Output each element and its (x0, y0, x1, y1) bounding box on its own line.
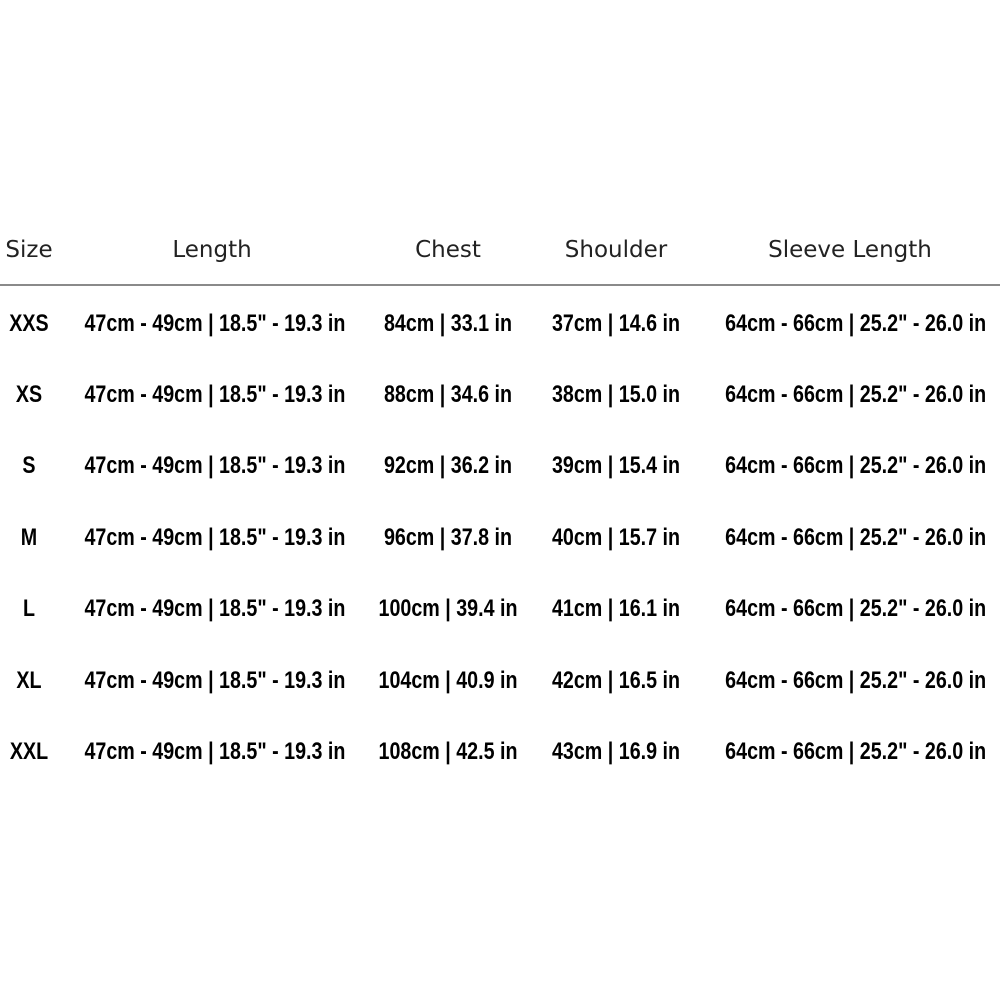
cell-sleeve-length: 64cm - 66cm | 25.2" - 26.0 in (725, 452, 987, 479)
cell-chest: 88cm | 34.6 in (383, 381, 513, 408)
cell-size: XXS (9, 310, 49, 337)
table-row (0, 730, 1000, 774)
header-divider (0, 284, 1000, 286)
cell-sleeve-length: 64cm - 66cm | 25.2" - 26.0 in (725, 310, 987, 337)
cell-size: XXL (9, 738, 49, 765)
table-row (0, 444, 1000, 488)
header-length: Length (172, 237, 252, 263)
table-row (0, 373, 1000, 417)
cell-length: 47cm - 49cm | 18.5" - 19.3 in (84, 738, 346, 765)
cell-length: 47cm - 49cm | 18.5" - 19.3 in (84, 667, 346, 694)
table-header-row (0, 232, 1000, 268)
table-row (0, 302, 1000, 346)
cell-shoulder: 43cm | 16.9 in (551, 738, 681, 765)
cell-chest: 96cm | 37.8 in (383, 524, 513, 551)
cell-chest: 108cm | 42.5 in (378, 738, 518, 765)
cell-size: XS (15, 381, 43, 408)
header-sleeve-length: Sleeve Length (768, 237, 932, 263)
cell-shoulder: 39cm | 15.4 in (551, 452, 681, 479)
cell-length: 47cm - 49cm | 18.5" - 19.3 in (84, 381, 346, 408)
table-row (0, 516, 1000, 560)
header-size: Size (5, 237, 53, 263)
header-shoulder: Shoulder (564, 237, 668, 263)
cell-chest: 104cm | 40.9 in (378, 667, 518, 694)
header-chest: Chest (415, 237, 481, 263)
cell-sleeve-length: 64cm - 66cm | 25.2" - 26.0 in (725, 595, 987, 622)
cell-size: XL (16, 667, 42, 694)
cell-shoulder: 37cm | 14.6 in (551, 310, 681, 337)
table-row (0, 659, 1000, 703)
cell-chest: 84cm | 33.1 in (383, 310, 513, 337)
cell-length: 47cm - 49cm | 18.5" - 19.3 in (84, 595, 346, 622)
cell-length: 47cm - 49cm | 18.5" - 19.3 in (84, 310, 346, 337)
cell-chest: 92cm | 36.2 in (383, 452, 513, 479)
cell-size: S (22, 452, 36, 479)
cell-length: 47cm - 49cm | 18.5" - 19.3 in (84, 452, 346, 479)
cell-sleeve-length: 64cm - 66cm | 25.2" - 26.0 in (725, 381, 987, 408)
cell-length: 47cm - 49cm | 18.5" - 19.3 in (84, 524, 346, 551)
cell-shoulder: 40cm | 15.7 in (551, 524, 681, 551)
cell-shoulder: 38cm | 15.0 in (551, 381, 681, 408)
cell-shoulder: 42cm | 16.5 in (551, 667, 681, 694)
cell-size: L (22, 595, 36, 622)
cell-sleeve-length: 64cm - 66cm | 25.2" - 26.0 in (725, 524, 987, 551)
table-row (0, 587, 1000, 631)
cell-shoulder: 41cm | 16.1 in (551, 595, 681, 622)
cell-sleeve-length: 64cm - 66cm | 25.2" - 26.0 in (725, 738, 987, 765)
cell-size: M (20, 524, 38, 551)
cell-sleeve-length: 64cm - 66cm | 25.2" - 26.0 in (725, 667, 987, 694)
cell-chest: 100cm | 39.4 in (378, 595, 518, 622)
